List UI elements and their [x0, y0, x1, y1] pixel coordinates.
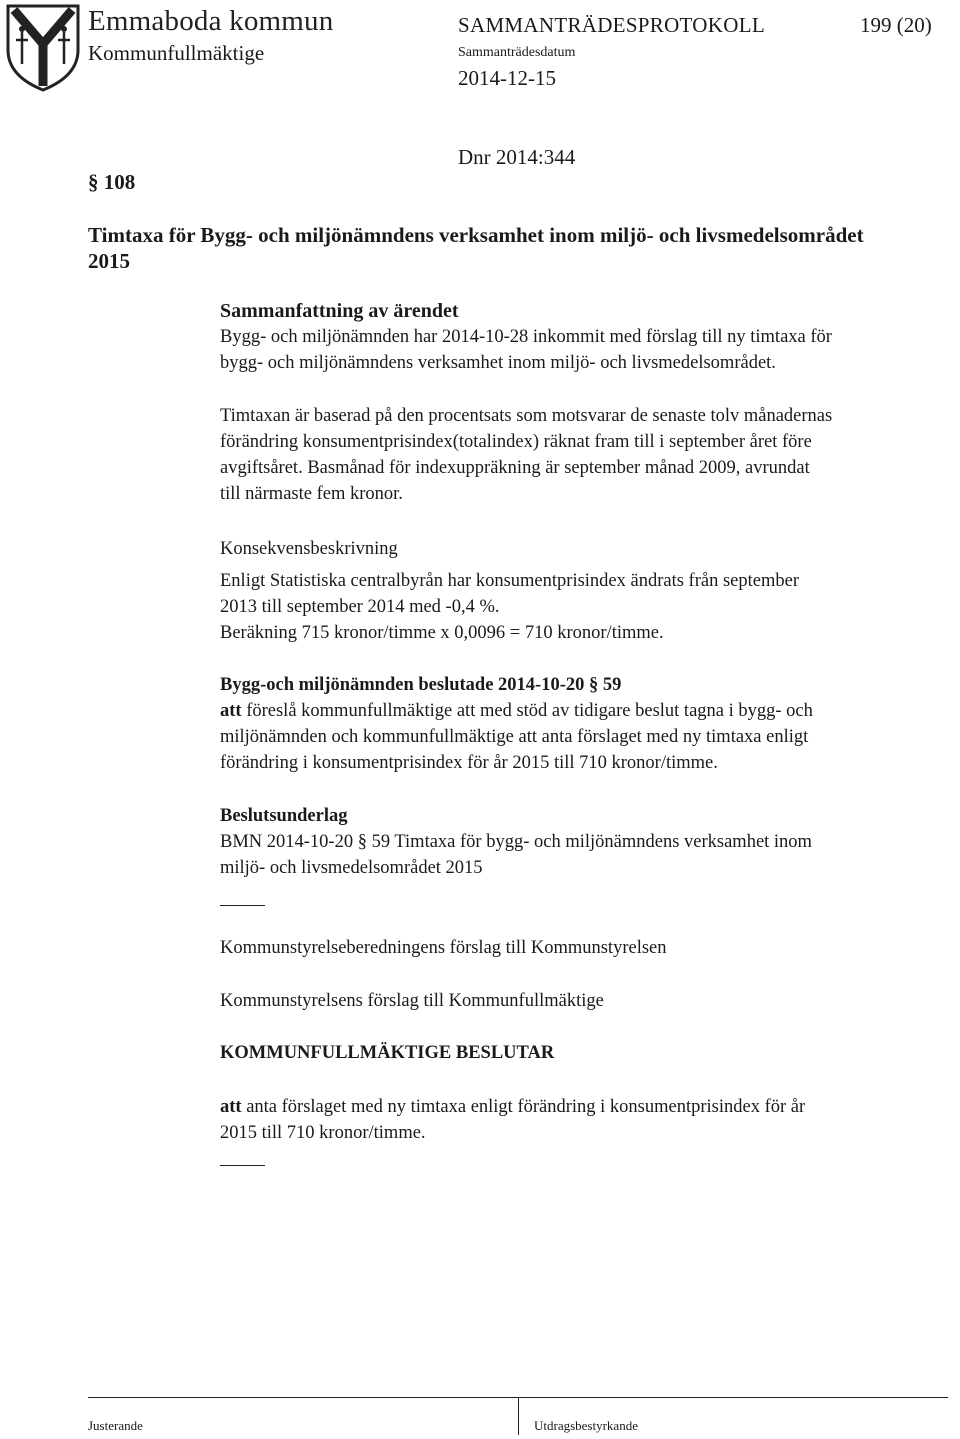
bmn-decision-section [220, 672, 940, 776]
summary-line: bygg- och miljönämndens verksamhet inom miljö- och livsmedelsområdet. [220, 353, 776, 373]
consequences-line: Enligt Statistiska centralbyrån har konsumentprisindex ändrats från september [220, 571, 799, 591]
consequences-heading: Konsekvensbeskrivning [220, 539, 398, 559]
meeting-date: 2014-12-15 [458, 66, 556, 90]
kf-decision-text: anta förslaget med ny timtaxa enligt förändring i konsumentprisindex för år [241, 1097, 806, 1117]
consequences-section [220, 536, 940, 646]
summary-heading: Sammanfattning av ärendet [220, 300, 459, 322]
case-title [88, 222, 948, 274]
bmn-decision-heading: Bygg-och miljönämnden beslutade 2014-10-20 § 59 [220, 675, 622, 695]
summary-section [220, 298, 940, 376]
kf-decision-line [220, 1094, 940, 1120]
basis-section [220, 403, 940, 507]
coat-of-arms-logo [4, 2, 82, 92]
ksbered-proposal [220, 935, 940, 961]
bmn-decision-line: förändring i konsumentprisindex för år 2015 till 710 kronor/timme. [220, 753, 718, 773]
justerande-label: Justerande [88, 1418, 143, 1433]
document-type: SAMMANTRÄDESPROTOKOLL [458, 13, 765, 37]
kf-decision-line: 2015 till 710 kronor/timme. [220, 1123, 426, 1143]
ks-proposal [220, 988, 940, 1014]
page-number: 199 (20) [860, 13, 932, 37]
basis-line: avgiftsåret. Basmånad för indexuppräkning är september månad 2009, avrundat [220, 458, 810, 478]
ks-proposal-text: Kommunstyrelsens förslag till Kommunfullmäktige [220, 991, 604, 1011]
basis-line: Timtaxan är baserad på den procentsats som motsvarar de senaste tolv månadernas [220, 406, 833, 426]
separator-line [220, 1165, 265, 1166]
ksbered-proposal-text: Kommunstyrelseberedningens förslag till Kommunstyrelsen [220, 938, 667, 958]
meeting-date-label: Sammanträdesdatum [458, 45, 576, 60]
basis-line: förändring konsumentprisindex(totalindex) räknat fram till i september året före [220, 432, 812, 452]
att-keyword: att [220, 1097, 242, 1117]
decision-basis-heading: Beslutsunderlag [220, 806, 348, 826]
decision-basis-line: miljö- och livsmedelsområdet 2015 [220, 858, 483, 878]
bmn-decision-line [220, 698, 940, 724]
footer-divider [518, 1397, 519, 1435]
bmn-decision-line: miljönämnden och kommunfullmäktige att anta förslaget med ny timtaxa enligt [220, 727, 809, 747]
case-number: Dnr 2014:344 [458, 145, 576, 169]
utdragsbestyrkande-label: Utdragsbestyrkande [534, 1418, 638, 1433]
att-keyword: att [220, 701, 242, 721]
decision-basis-line: BMN 2014-10-20 § 59 Timtaxa för bygg- och miljönämndens verksamhet inom [220, 832, 812, 852]
organization-name: Emmaboda kommun [88, 5, 334, 37]
case-title-line: 2015 [88, 249, 130, 273]
consequences-line: 2013 till september 2014 med -0,4 %. [220, 597, 500, 617]
committee-name: Kommunfullmäktige [88, 41, 265, 65]
separator-line [220, 905, 265, 906]
paragraph-number: § 108 [88, 170, 136, 194]
basis-line: till närmaste fem kronor. [220, 484, 403, 504]
bmn-decision-text: föreslå kommunfullmäktige att med stöd av tidigare beslut tagna i bygg- och [241, 701, 813, 721]
consequences-line: Beräkning 715 kronor/timme x 0,0096 = 710 kronor/timme. [220, 623, 664, 643]
kf-decision-section [220, 1094, 940, 1146]
kf-decision-heading-block [220, 1040, 940, 1066]
decision-basis-section [220, 803, 940, 881]
case-title-line: Timtaxa för Bygg- och miljönämndens verksamhet inom miljö- och livsmedelsområdet [88, 223, 864, 247]
summary-line: Bygg- och miljönämnden har 2014-10-28 inkommit med förslag till ny timtaxa för [220, 327, 832, 347]
kf-decision-heading: KOMMUNFULLMÄKTIGE BESLUTAR [220, 1043, 555, 1063]
